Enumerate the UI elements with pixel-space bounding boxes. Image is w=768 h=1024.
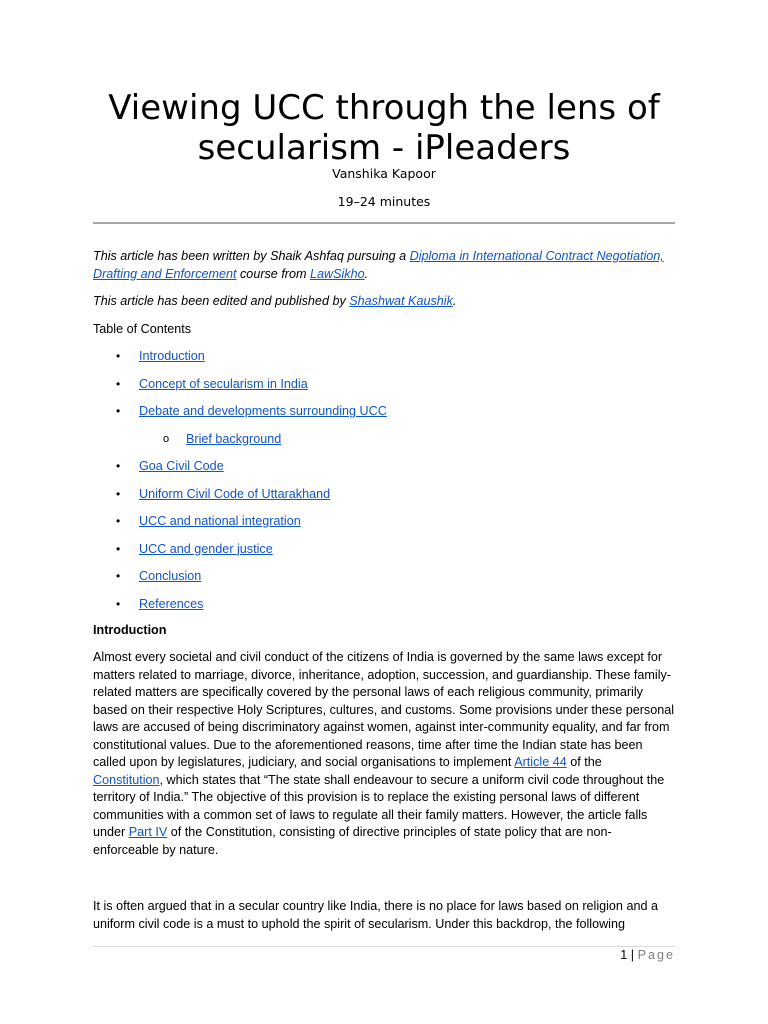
editor-credit bbox=[93, 293, 675, 311]
toc-link[interactable]: Concept of secularism in India bbox=[139, 376, 308, 391]
bullet-icon: • bbox=[116, 349, 121, 363]
author-credit bbox=[93, 248, 675, 283]
author-name: Vanshika Kapoor bbox=[332, 166, 436, 181]
lawsikho-link[interactable]: LawSikho bbox=[310, 266, 365, 281]
article-44-link[interactable]: Article 44 bbox=[514, 755, 567, 769]
toc-item-introduction[interactable] bbox=[116, 348, 205, 366]
header-divider bbox=[93, 222, 675, 224]
toc-item-gender-justice[interactable] bbox=[116, 541, 273, 559]
page-footer bbox=[620, 948, 675, 962]
constitution-link[interactable]: Constitution bbox=[93, 772, 160, 787]
toc-link[interactable]: Introduction bbox=[139, 349, 205, 363]
toc-link[interactable]: Goa Civil Code bbox=[139, 459, 224, 473]
bullet-icon: • bbox=[116, 596, 121, 611]
document-title: Viewing UCC through the lens of secularism - iPleaders bbox=[108, 88, 660, 168]
page-number: 1 bbox=[620, 948, 628, 962]
credit-text: This article has been edited and published by bbox=[93, 294, 350, 308]
bullet-icon: • bbox=[116, 376, 121, 391]
part-iv-link[interactable]: Part IV bbox=[128, 825, 168, 839]
bullet-icon: • bbox=[116, 541, 121, 556]
toc-link[interactable]: UCC and national integration bbox=[139, 514, 301, 528]
toc-item-references[interactable] bbox=[116, 596, 204, 614]
section-heading-introduction: Introduction bbox=[93, 623, 167, 637]
toc-item-goa-civil-code[interactable] bbox=[116, 458, 224, 476]
paragraph-text: of the bbox=[566, 755, 602, 769]
toc-link[interactable]: Conclusion bbox=[139, 569, 202, 583]
toc-link[interactable]: UCC and gender justice bbox=[139, 541, 273, 556]
toc-link[interactable]: References bbox=[139, 596, 204, 611]
intro-paragraph-1 bbox=[93, 649, 675, 859]
bullet-icon: • bbox=[116, 569, 121, 583]
page-label: Page bbox=[637, 948, 675, 962]
toc-item-conclusion[interactable] bbox=[116, 568, 202, 586]
toc-item-national-integration[interactable] bbox=[116, 513, 301, 531]
toc-item-debate[interactable] bbox=[116, 403, 387, 421]
toc-link[interactable]: Brief background bbox=[186, 431, 282, 446]
toc-item-secularism[interactable] bbox=[116, 376, 308, 394]
toc-title: Table of Contents bbox=[93, 322, 192, 336]
paragraph-text: , which states that “The state shall endeavour to secure a uniform civil code throughout the territory of India.” The objective of this provision is to replace the existing personal laws of different communities with a common set of laws to regulate all their family matters. However, the article falls under bbox=[93, 772, 665, 839]
toc-link[interactable]: Debate and developments surrounding UCC bbox=[139, 404, 387, 418]
toc-link[interactable]: Uniform Civil Code of Uttarakhand bbox=[139, 486, 331, 501]
bullet-icon: • bbox=[116, 404, 121, 418]
editor-link[interactable]: Shashwat Kaushik bbox=[349, 294, 453, 308]
bullet-icon: • bbox=[116, 486, 121, 501]
sub-bullet-icon: o bbox=[163, 432, 170, 445]
bullet-icon: • bbox=[116, 459, 121, 473]
diploma-link[interactable]: Diploma in International Contract Negotiation, Drafting and Enforcement bbox=[93, 249, 664, 281]
credit-text: This article has been written by Shaik Ashfaq pursuing a bbox=[93, 249, 410, 263]
bullet-icon: • bbox=[116, 514, 121, 528]
toc-item-brief-background[interactable] bbox=[163, 431, 282, 449]
footer-separator: | bbox=[627, 948, 638, 962]
credit-text: . bbox=[364, 266, 369, 281]
intro-paragraph-2: It is often argued that in a secular country like India, there is no place for laws based on religion and a uniform civil code is a must to uphold the spirit of secularism. Under this backdrop, the following bbox=[93, 899, 658, 931]
footer-divider bbox=[93, 946, 675, 947]
paragraph-text: of the Constitution, consisting of directive principles of state policy that are non-enforceable by nature. bbox=[93, 825, 612, 857]
paragraph-text: Almost every societal and civil conduct of the citizens of India is governed by the same laws except for matters related to marriage, divorce, inheritance, adoption, succession, and guardianship. These family-related matters are specifically covered by the personal laws of each religious community, primarily based on their respective Holy Scriptures, cultures, and customs. Some provisions under these personal laws are accused of being discriminatory against women, against inter-community equality, and far from constitutional values. Due to the aforementioned reasons, time after time the Indian state has been called upon by legislatures, judiciary, and social organisations to implement bbox=[93, 650, 675, 769]
read-time: 19–24 minutes bbox=[337, 194, 431, 209]
credit-text: . bbox=[452, 294, 457, 308]
credit-text: course from bbox=[236, 266, 310, 281]
toc-item-uttarakhand[interactable] bbox=[116, 486, 331, 504]
